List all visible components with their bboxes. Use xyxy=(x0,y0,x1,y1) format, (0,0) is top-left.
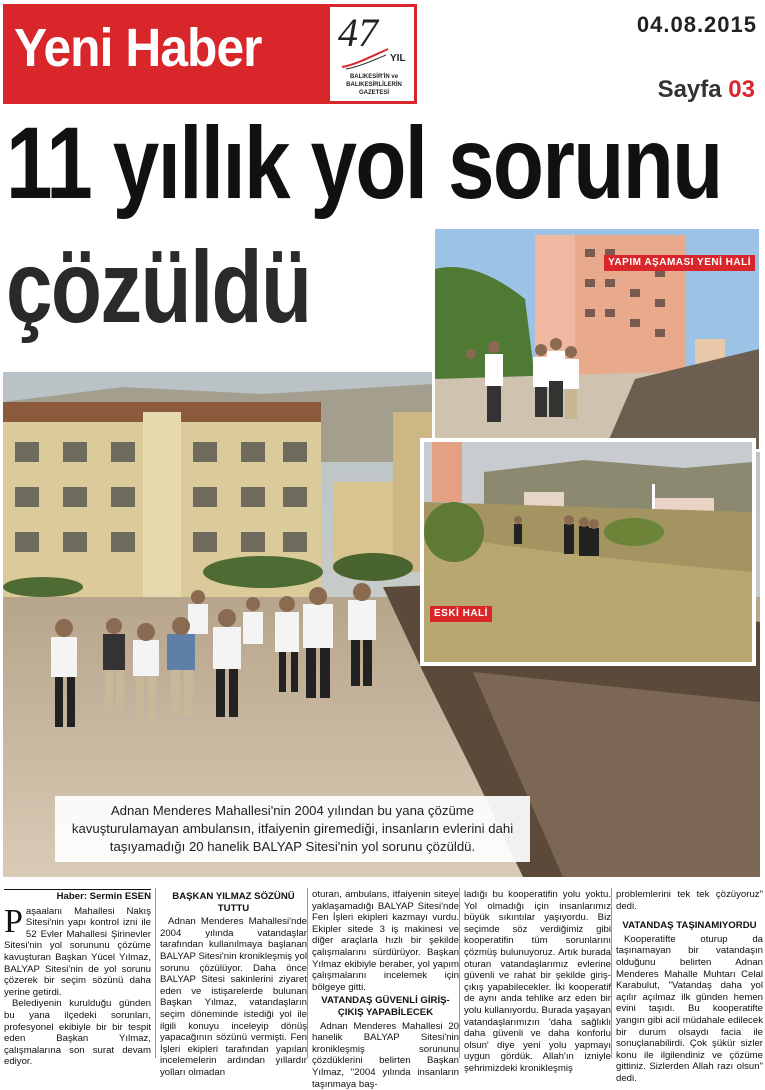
anniversary-unit: YIL xyxy=(390,53,406,64)
article-paragraph: problemlerini tek tek çözüyoruz" dedi. xyxy=(616,889,763,912)
tag-old-state: ESKİ HALİ xyxy=(430,606,492,622)
masthead-logo xyxy=(3,4,417,104)
headline-line-1: 11 yıllık yol sorunu xyxy=(6,106,722,220)
masthead-subtitle: BALIKESİR'İN ve BALIKESİRLİLERİN GAZETESİ xyxy=(346,74,402,96)
column-rule xyxy=(611,888,612,1058)
issue-date: 04.08.2015 xyxy=(636,12,757,37)
tag-new-state: YAPIM AŞAMASI YENİ HALİ xyxy=(604,255,755,271)
inset-photo-new xyxy=(432,226,762,452)
column-rule xyxy=(459,888,460,1058)
subheading: VATANDAŞ TAŞINAMIYORDU xyxy=(622,920,757,932)
subheading: VATANDAŞ GÜVENLİ GİRİŞ-ÇIKIŞ YAPABİLECEK xyxy=(321,995,450,1018)
article-paragraph: Adnan Menderes Mahallesi 20 hanelik BALYAP Sitesi'nin kronikleşmiş sorununu çözdüklerini belirten Başkan Yılmaz, "2004 yılında insanların taşınmaya baş- xyxy=(312,1020,459,1090)
article-paragraph: Belediyenin kurulduğu günden bu yana ilçedeki sorunları, profesyonel ekibiyle bir bir tespit eden Başkan Yılmaz, çalışmalarına son surat devam ediyor. xyxy=(4,998,151,1068)
column-rule xyxy=(307,888,308,1058)
anniversary-number: 47 xyxy=(338,10,378,55)
article-column-2 xyxy=(160,889,307,1079)
article-paragraph: Adnan Menderes Mahallesi'nde 2004 yılında vatandaşlar tarafından kullanılmaya başlanan BALYAP Sitesi'nin kronikleşmiş yol sorunu çözülüyor. Daha önce BALYAP Sitesi sakinlerini ziyaret eden ve istişarelerde bulunan Başkan Yılmaz, vatandaşların seçim döneminde istediği yol ile ilgili konuyu inceleyip dönüş yapacağının sözünü vermişti. Fen İşleri ekipleri tarafından yapılan incelemelerin ardından yıllardır yolları olmadan xyxy=(160,916,307,1078)
article-paragraph: Kooperatifte oturup da taşınamayan bir vatandaşın olduğunu belirten Adnan Menderes Mahalle Muhtarı Celal Karabulut, "Vatandaş daha yol açılır açılmaz ilk günden hemen evini taşıdı. Bu kooperatifte yangın gibi acil müdahale edilecek bir durum olsaydı facia ile sonuçlanabilirdi. Çok şükür sizler konu ile ilgilendiniz ve çözüme gittiniz. Sizlerden Allah razı olsun" dedi. xyxy=(616,933,763,1084)
article-column-1 xyxy=(4,889,151,1068)
anniversary-badge xyxy=(330,7,414,101)
article-column-4 xyxy=(464,889,611,1075)
article-column-3 xyxy=(312,889,459,1090)
inset-photo-old-image xyxy=(424,442,752,662)
inset-photo-old xyxy=(420,438,756,666)
page-label: Sayfa xyxy=(657,76,722,103)
photo-caption: Adnan Menderes Mahallesi'nin 2004 yılından bu yana çözüme kavuşturulamayan ambulansın, itfaiyenin giremediği, insanların evlerini dahi taşıyamadığı 20 hanelik BALYAP Sitesi'nin yol sorunu çözüldü. xyxy=(55,796,530,862)
article-paragraph xyxy=(4,902,151,999)
page-number-value: 03 xyxy=(728,76,755,103)
subheading: BAŞKAN YILMAZ SÖZÜNÜ TUTTU xyxy=(172,891,295,914)
brand-name: Yeni Haber xyxy=(14,18,262,78)
headline-line-2: çözüldü xyxy=(6,230,311,344)
article-column-5 xyxy=(616,889,763,1085)
column-rule xyxy=(155,888,156,1058)
byline: Haber: Sermin ESEN xyxy=(4,889,151,903)
article-paragraph: oturan, ambulans, itfaiyenin siteye yaklaşamadığı BALYAP Sitesi'nde Fen İşleri ekipleri kazmayı vurdu. Ekipler sitede 3 iş makinesi ve diğer araçlarla hızlı bir şekilde çalışmalarını sürdürüyor. Başkan Yılmaz ekibiyle beraber, yol yapım çalışmalarını incelemek için bölgeye gitti. xyxy=(312,889,459,993)
article-paragraph-text: aşaalanı Mahallesi Nakış Sitesi'nin yapı kontrol izni ile 52 Evler Mahallesi Şirinevler Sitesi'nin yol sorununu çözüme kavuşturan Başkan Yücel Yılmaz, BALYAP Sitesi'nin de yol sorunu çözerek bir seçim sözünü daha yerine getirdi. xyxy=(4,905,151,998)
page-number xyxy=(658,76,755,104)
dropcap: P xyxy=(4,902,23,940)
article-paragraph: ladığı bu kooperatifin yolu yoktu. Yol olmadığı için insanlarımız büyük sıkıntılar yaşıyordu. Biz seçimde söz verdiğimiz gibi kooperatifin tüm sorunlarını çözmüş bulunuyoruz. Artık burada oturan vatandaşlarımız evlerine güvenli ve rahat bir şekilde giriş-çıkış yapabilecekler. İki kooperatif de aynı anda tehlike arz eden bir yolu kullanıyordu. Burada yaşayan vatandaşlarımızın 'daha sağlıklı daha güvenli ve daha konforlu olsun' diye yeni yolu yapmayı uygun gördük. Allah'ın izniyle şehrimizdeki kronikleşmiş xyxy=(464,889,611,1074)
swoosh-icon xyxy=(340,47,390,71)
